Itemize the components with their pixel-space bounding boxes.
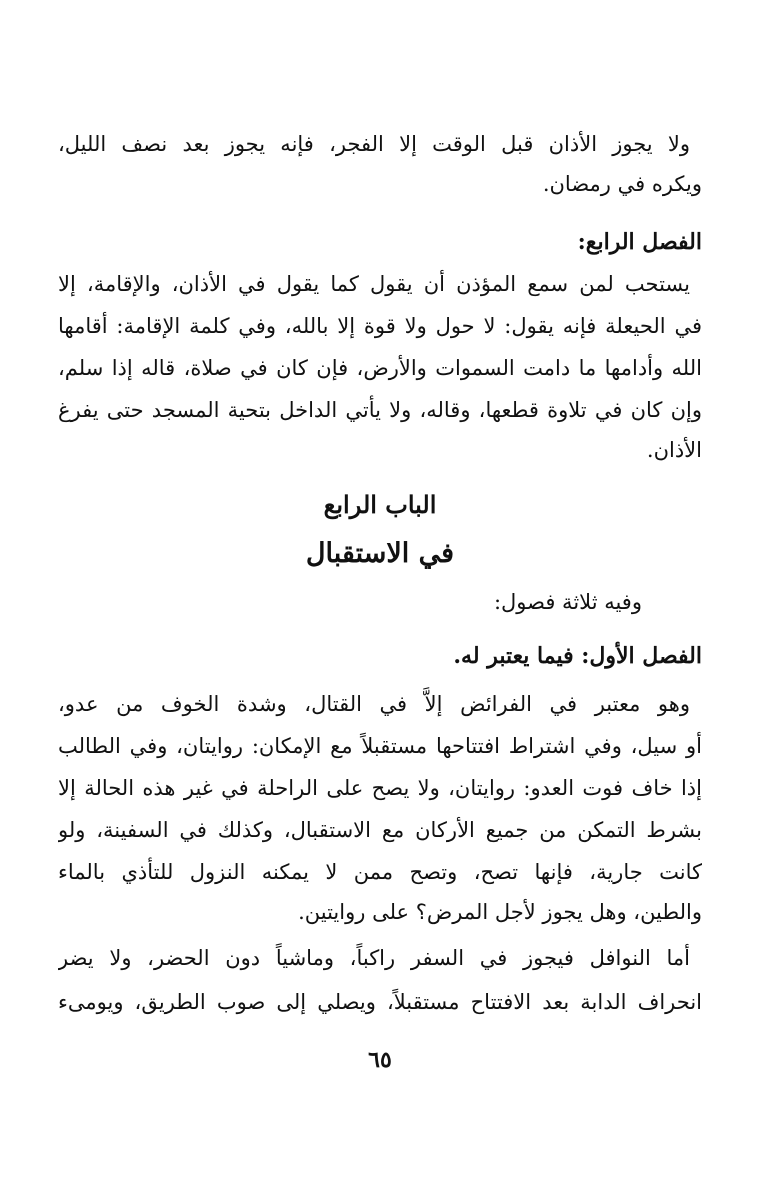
section-heading: الفصل الرابع: <box>577 229 702 255</box>
text-line: وهو معتبر في الفرائض إلاَّ في القتال، وشدة الخوف من عدو، <box>58 692 690 716</box>
text-line: الله وأدامها ما دامت السموات والأرض، فإن كان في صلاة، قاله إذا سلم، <box>58 356 702 380</box>
text-line: بشرط التمكن من جميع الأركان مع الاستقبال، وكذلك في السفينة، ولو <box>58 818 702 842</box>
text-line: ولا يجوز الأذان قبل الوقت إلا الفجر، فإنه يجوز بعد نصف الليل، <box>58 132 690 156</box>
text-line: ويكره في رمضان. <box>542 172 702 196</box>
chapter-subtitle: في الاستقبال <box>305 538 455 569</box>
chapter-title: الباب الرابع <box>323 490 437 519</box>
text-line: أو سيل، وفي اشتراط افتتاحها مستقبلاً مع الإمكان: روايتان، وفي الطالب <box>58 734 702 758</box>
text-line: يستحب لمن سمع المؤذن أن يقول كما يقول في الأذان، والإقامة، إلا <box>58 272 690 296</box>
text-line: في الحيعلة فإنه يقول: لا حول ولا قوة إلا بالله، وفي كلمة الإقامة: أقامها <box>58 314 702 338</box>
text-line: الأذان. <box>646 438 702 462</box>
text-line: انحراف الدابة بعد الافتتاح مستقبلاً، ويصلي إلى صوب الطريق، ويومىء <box>58 990 702 1014</box>
text-line: كانت جارية، فإنها تصح، وتصح ممن لا يمكنه النزول للتأذي بالماء <box>58 860 702 884</box>
text-line: وإن كان في تلاوة قطعها، وقاله، ولا يأتي الداخل بتحية المسجد حتى يفرغ <box>58 398 702 422</box>
text-line: أما النوافل فيجوز في السفر راكباً، وماشياً دون الحضر، ولا يضر <box>58 946 690 970</box>
page-number: ٦٥ <box>368 1047 392 1073</box>
text-line: والطين، وهل يجوز لأجل المرض؟ على روايتين. <box>298 900 702 924</box>
section-heading: الفصل الأول: فيما يعتبر له. <box>453 643 702 669</box>
text-line: وفيه ثلاثة فصول: <box>493 590 642 614</box>
text-line: إذا خاف فوت العدو: روايتان، ولا يصح على الراحلة في غير هذه الحالة إلا <box>58 776 702 800</box>
